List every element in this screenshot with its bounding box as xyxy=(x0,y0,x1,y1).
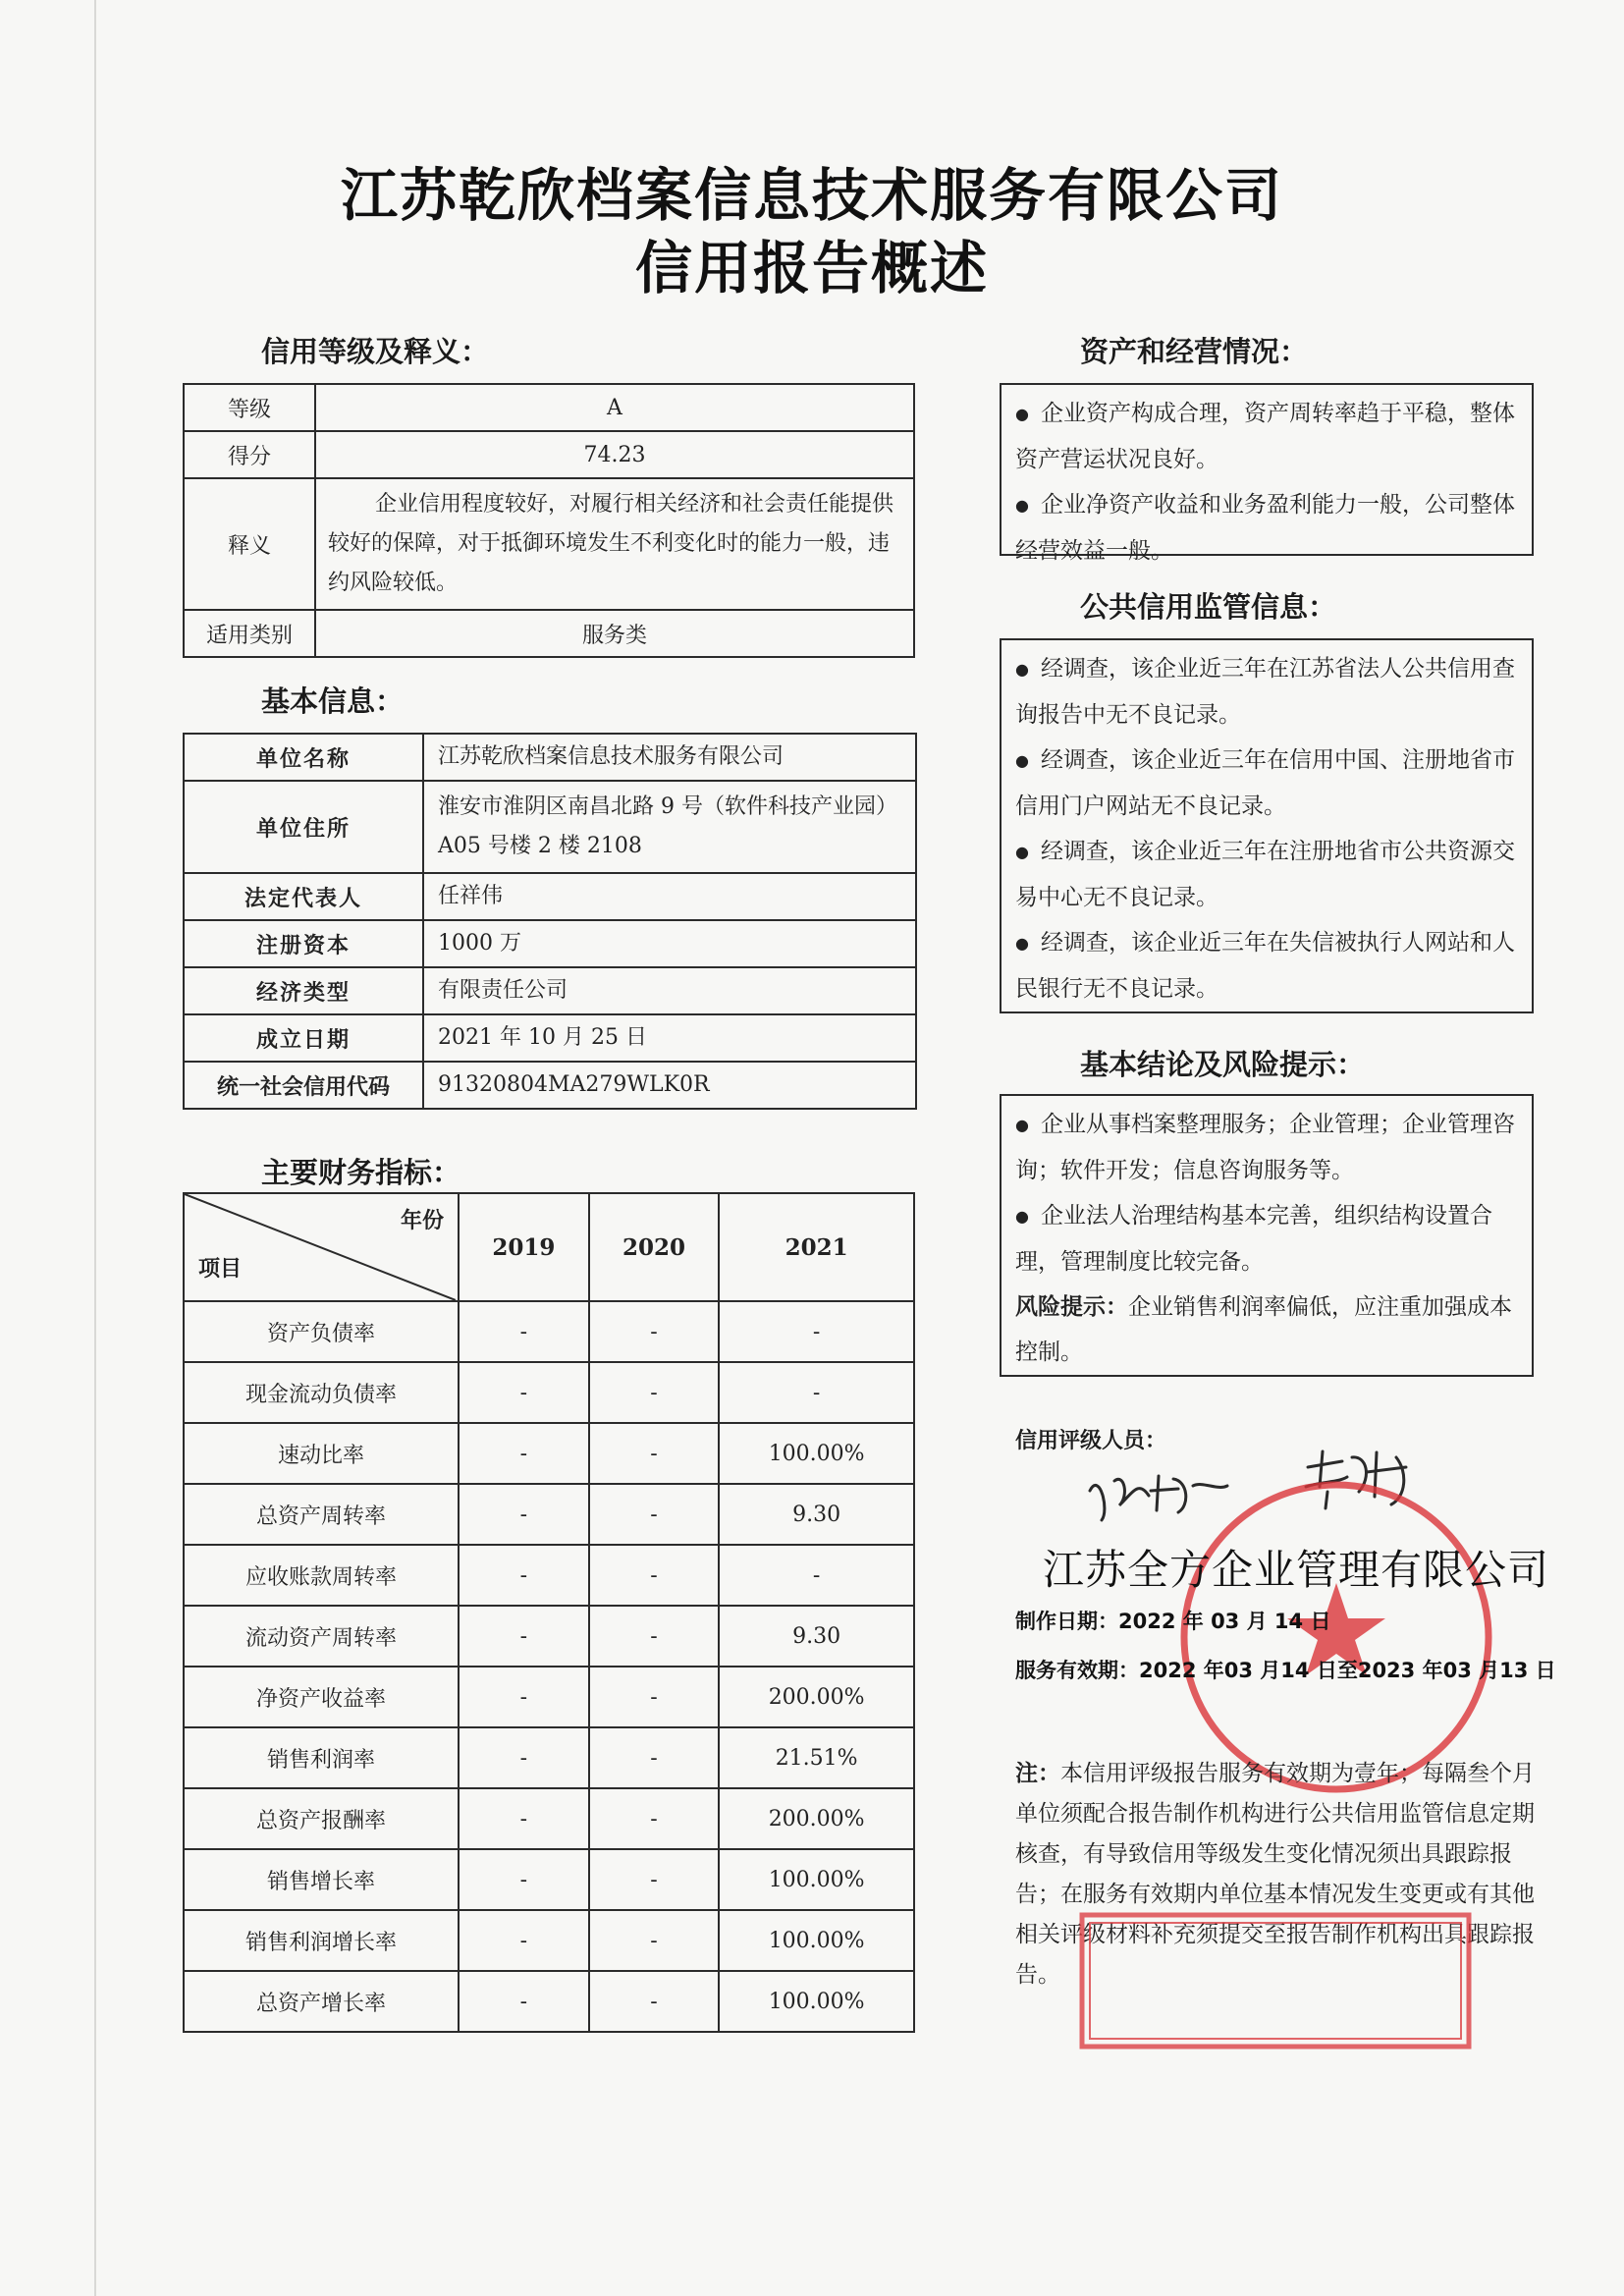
address-label: 单位住所 xyxy=(184,781,423,873)
indicator-value: - xyxy=(589,1301,720,1362)
indicator-name: 销售增长率 xyxy=(184,1849,459,1910)
credit-grade-table xyxy=(183,383,915,658)
company-name-label: 单位名称 xyxy=(184,734,423,781)
assets-item: ● 企业净资产收益和业务盈利能力一般，公司整体经营效益一般。 xyxy=(1015,492,1515,564)
indicator-value: 21.51% xyxy=(719,1727,914,1788)
financials-row xyxy=(184,1667,914,1727)
conclusion-box xyxy=(1000,1094,1534,1377)
score-label: 得分 xyxy=(184,431,315,478)
dates-block xyxy=(1015,1597,1556,1695)
grade-value: A xyxy=(315,384,914,431)
indicator-name: 应收账款周转率 xyxy=(184,1545,459,1606)
indicator-name: 总资产报酬率 xyxy=(184,1788,459,1849)
indicator-value: - xyxy=(459,1606,589,1667)
financials-row xyxy=(184,1301,914,1362)
indicator-name: 净资产收益率 xyxy=(184,1667,459,1727)
indicator-value: - xyxy=(459,1423,589,1484)
assets-heading: 资产和经营情况： xyxy=(1080,335,1309,368)
capital-label: 注册资本 xyxy=(184,920,423,967)
basic-row xyxy=(184,734,916,781)
raters-label: 信用评级人员： xyxy=(1015,1429,1167,1453)
financials-row xyxy=(184,1849,914,1910)
bullet-icon: ● xyxy=(1015,496,1029,515)
indicator-value: - xyxy=(589,1362,720,1423)
explanation-value xyxy=(315,478,914,610)
bullet-icon: ● xyxy=(1015,405,1029,423)
bullet-icon: ● xyxy=(1015,751,1029,770)
public-credit-item: ● 经调查，该企业近三年在注册地省市公共资源交易中心无不良记录。 xyxy=(1015,839,1515,910)
production-date xyxy=(1015,1597,1556,1646)
indicator-value: - xyxy=(719,1545,914,1606)
legal-rep-value: 任祥伟 xyxy=(423,873,916,920)
indicator-value: - xyxy=(589,1910,720,1971)
indicator-value: - xyxy=(589,1788,720,1849)
capital-value: 1000 万 xyxy=(423,920,916,967)
indicator-value: - xyxy=(589,1606,720,1667)
assets-item: ● 企业资产构成合理，资产周转率趋于平稳，整体资产营运状况良好。 xyxy=(1015,401,1515,472)
note-label: 注： xyxy=(1015,1761,1060,1786)
explanation-text: 企业信用程度较好，对履行相关经济和社会责任能提供较好的保障，对于抵御环境发生不利变化时的能力一般，违约风险较低。 xyxy=(328,492,894,595)
indicator-name: 销售利润率 xyxy=(184,1727,459,1788)
basic-row xyxy=(184,967,916,1014)
page-edge xyxy=(94,0,96,2296)
financials-row xyxy=(184,1606,914,1667)
assets-box xyxy=(1000,383,1534,564)
legal-rep-label: 法定代表人 xyxy=(184,873,423,920)
bullet-icon: ● xyxy=(1015,843,1029,861)
explanation-row xyxy=(184,478,914,610)
founded-label: 成立日期 xyxy=(184,1014,423,1062)
financials-header-row xyxy=(184,1193,914,1301)
indicator-value: 100.00% xyxy=(719,1971,914,2032)
financials-row xyxy=(184,1788,914,1849)
indicator-value: - xyxy=(459,1301,589,1362)
indicator-value: 100.00% xyxy=(719,1910,914,1971)
financials-body xyxy=(184,1301,914,2032)
public-credit-heading: 公共信用监管信息： xyxy=(1080,590,1337,624)
indicator-value: - xyxy=(459,1362,589,1423)
company-name-value: 江苏乾欣档案信息技术服务有限公司 xyxy=(423,734,916,781)
basic-row xyxy=(184,920,916,967)
bullet-icon: ● xyxy=(1015,660,1029,679)
production-date-value: 2022 年 03 月 14 日 xyxy=(1118,1610,1331,1633)
indicator-value: - xyxy=(589,1849,720,1910)
financials-row xyxy=(184,1362,914,1423)
bullet-icon: ● xyxy=(1015,934,1029,953)
basic-row xyxy=(184,873,916,920)
indicator-value: - xyxy=(459,1788,589,1849)
basic-row xyxy=(184,1014,916,1062)
indicator-value: - xyxy=(589,1545,720,1606)
indicator-value: 9.30 xyxy=(719,1606,914,1667)
credit-code-value: 91320804MA279WLK0R xyxy=(423,1062,916,1109)
credit-grade-heading: 信用等级及释义： xyxy=(261,335,490,368)
founded-value: 2021 年 10 月 25 日 xyxy=(423,1014,916,1062)
financials-heading: 主要财务指标： xyxy=(261,1156,461,1189)
econ-type-value: 有限责任公司 xyxy=(423,967,916,1014)
credit-code-label: 统一社会信用代码 xyxy=(184,1062,423,1109)
score-value: 74.23 xyxy=(315,431,914,478)
indicator-value: 100.00% xyxy=(719,1423,914,1484)
risk-label: 风险提示： xyxy=(1015,1294,1128,1320)
indicator-name: 速动比率 xyxy=(184,1423,459,1484)
grade-row xyxy=(184,384,914,431)
public-credit-box xyxy=(1000,638,1534,1013)
report-title-overview: 信用报告概述 xyxy=(634,235,989,301)
validity-label: 服务有效期： xyxy=(1015,1659,1139,1682)
indicator-value: - xyxy=(589,1727,720,1788)
score-row xyxy=(184,431,914,478)
financials-row xyxy=(184,1423,914,1484)
indicator-value: - xyxy=(589,1423,720,1484)
indicator-value: 9.30 xyxy=(719,1484,914,1545)
validity-value: 2022 年03 月14 日至2023 年03 月13 日 xyxy=(1139,1659,1556,1682)
indicator-value: - xyxy=(459,1484,589,1545)
financials-row xyxy=(184,1910,914,1971)
year-header: 2020 xyxy=(589,1193,720,1301)
indicator-name: 总资产增长率 xyxy=(184,1971,459,2032)
conclusion-heading: 基本结论及风险提示： xyxy=(1080,1048,1366,1081)
indicator-value: - xyxy=(459,1849,589,1910)
conclusion-item: ● 企业从事档案整理服务；企业管理；企业管理咨询；软件开发；信息咨询服务等。 xyxy=(1015,1112,1515,1183)
explanation-label: 释义 xyxy=(184,478,315,610)
basic-row xyxy=(184,781,916,873)
indicator-value: - xyxy=(459,1971,589,2032)
basic-info-table xyxy=(183,733,917,1110)
public-credit-item: ● 经调查，该企业近三年在失信被执行人网站和人民银行无不良记录。 xyxy=(1015,930,1515,1002)
financials-row xyxy=(184,1545,914,1606)
indicator-value: - xyxy=(459,1910,589,1971)
basic-info-heading: 基本信息： xyxy=(261,684,405,718)
basic-row xyxy=(184,1062,916,1109)
indicator-name: 现金流动负债率 xyxy=(184,1362,459,1423)
bullet-icon: ● xyxy=(1015,1207,1029,1226)
econ-type-label: 经济类型 xyxy=(184,967,423,1014)
indicator-value: - xyxy=(459,1727,589,1788)
rating-company-name: 江苏全方企业管理有限公司 xyxy=(1043,1546,1550,1594)
indicator-name: 销售利润增长率 xyxy=(184,1910,459,1971)
financials-corner xyxy=(184,1193,459,1301)
indicator-value: - xyxy=(459,1667,589,1727)
financials-row xyxy=(184,1727,914,1788)
category-label: 适用类别 xyxy=(184,610,315,657)
note-text: 本信用评级报告服务有效期为壹年；每隔叁个月单位须配合报告制作机构进行公共信用监管信息定期核查，有导致信用等级发生变化情况须出具跟踪报告；在服务有效期内单位基本情况发生变更或有其他相关评级材料补充须提交至报告制作机构出具跟踪报告。 xyxy=(1015,1761,1535,1988)
filing-rect-seal xyxy=(1078,1911,1473,2050)
bullet-icon: ● xyxy=(1015,1116,1029,1134)
indicator-value: 200.00% xyxy=(719,1788,914,1849)
indicator-value: - xyxy=(719,1301,914,1362)
category-value: 服务类 xyxy=(315,610,914,657)
address-value: 淮安市淮阴区南昌北路 9 号（软件科技产业园）A05 号楼 2 楼 2108 xyxy=(423,781,916,873)
indicator-value: 200.00% xyxy=(719,1667,914,1727)
indicator-value: - xyxy=(589,1667,720,1727)
year-header: 2019 xyxy=(459,1193,589,1301)
indicator-value: - xyxy=(719,1362,914,1423)
production-date-label: 制作日期： xyxy=(1015,1610,1118,1633)
public-credit-item: ● 经调查，该企业近三年在江苏省法人公共信用查询报告中无不良记录。 xyxy=(1015,656,1515,728)
report-title-company: 江苏乾欣档案信息技术服务有限公司 xyxy=(340,162,1283,229)
indicator-name: 流动资产周转率 xyxy=(184,1606,459,1667)
corner-item-label: 项目 xyxy=(198,1257,243,1282)
indicator-name: 资产负债率 xyxy=(184,1301,459,1362)
indicator-value: - xyxy=(589,1971,720,2032)
conclusion-item: ● 企业法人治理结构基本完善，组织结构设置合理，管理制度比较完备。 xyxy=(1015,1203,1492,1275)
indicator-name: 总资产周转率 xyxy=(184,1484,459,1545)
public-credit-item: ● 经调查，该企业近三年在信用中国、注册地省市信用门户网站无不良记录。 xyxy=(1015,747,1515,819)
financials-row xyxy=(184,1484,914,1545)
year-header: 2021 xyxy=(719,1193,914,1301)
grade-label: 等级 xyxy=(184,384,315,431)
indicator-value: - xyxy=(589,1484,720,1545)
indicator-value: - xyxy=(459,1545,589,1606)
financials-table xyxy=(183,1192,915,2033)
validity-period xyxy=(1015,1646,1556,1695)
risk-note xyxy=(1015,1285,1518,1375)
corner-year-label: 年份 xyxy=(400,1209,444,1233)
risk-text: 企业销售利润率偏低，应注重加强成本控制。 xyxy=(1015,1294,1512,1365)
category-row xyxy=(184,610,914,657)
indicator-value: 100.00% xyxy=(719,1849,914,1910)
financials-row xyxy=(184,1971,914,2032)
